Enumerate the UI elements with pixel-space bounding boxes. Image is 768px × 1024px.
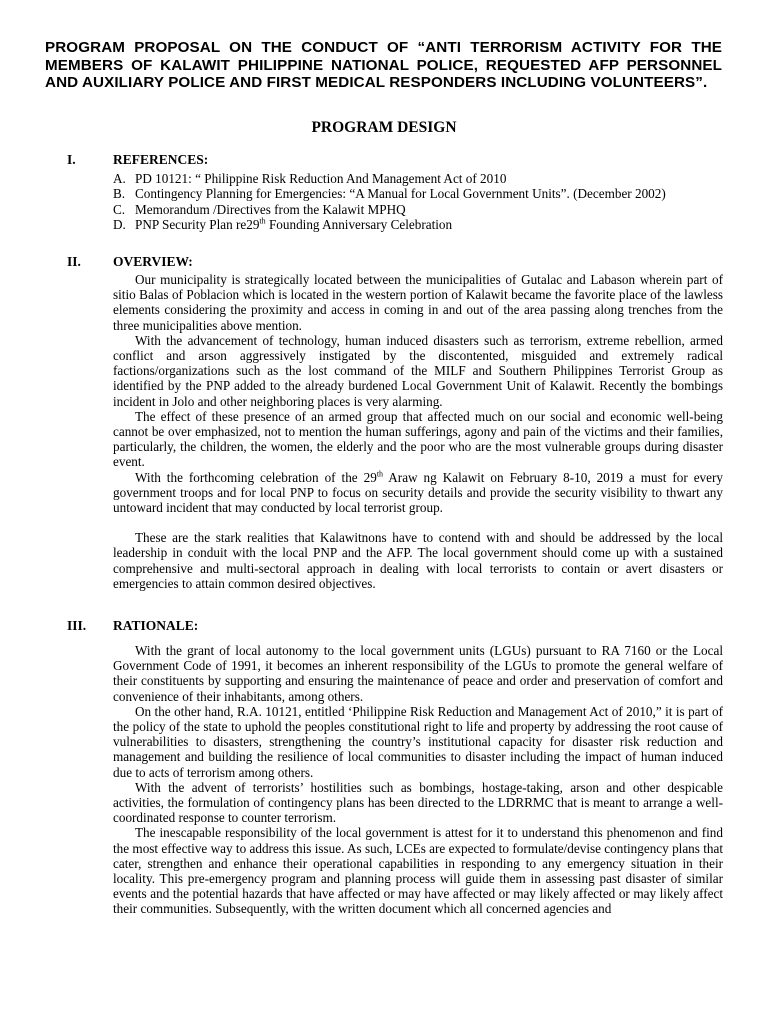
overview-paragraph: Our municipality is strategically located between the municipalities of Gutalac and Labason wherein part of sitio Balas of Poblacion which is located in the western portion of Kalawit became the favorite place of the lawless elements considering the proximity and access in coming in and out of the area passing along trenches from the three municipalities above mention. [113, 272, 723, 333]
document-subtitle: PROGRAM DESIGN [311, 119, 457, 136]
rationale-paragraph: With the advent of terrorists’ hostilities such as bombings, hostage-taking, arson and other despicable activities, the formulation of contingency plans has been directed to the LDRRMC that is meant to arrange a well-coordinated response to counter terrorism. [113, 779, 723, 826]
reference-text-part: PNP Security Plan re29 [135, 217, 260, 233]
reference-text [135, 217, 723, 232]
ordinal-superscript: th [259, 216, 266, 226]
section-number-references: I. [67, 152, 76, 167]
reference-letter: A. [113, 171, 126, 186]
reference-letter: B. [113, 186, 126, 202]
section-heading-overview: OVERVIEW: [113, 254, 193, 269]
rationale-body [113, 643, 723, 917]
section-number-rationale: III. [67, 618, 87, 633]
reference-item [113, 171, 723, 186]
reference-item [113, 186, 723, 201]
overview-paragraph: The effect of these presence of an armed group that affected much on our social and economic well-being cannot be over emphasized, not to mention the human sufferings, agony and pain of the victims and their families, particularly, the children, the women, the elderly and the poor who are the most vulnerable groups during disaster event. [113, 408, 723, 470]
rationale-paragraph: On the other hand, R.A. 10121, entitled ‘Philippine Risk Reduction and Management Act of 2010,” it is part of the policy of the state to uphold the peoples constitutional right to life and property by addressing the root cause of vulnerabilities to disasters, strengthening the country’s institutional capacity for disaster risk reduction and management and building the resilience of local communities to disaster including the impact of human induced due to acts of terrorism among others. [113, 703, 723, 780]
document-title: PROGRAM PROPOSAL ON THE CONDUCT OF “ANTI TERRORISM ACTIVITY FOR THE MEMBERS OF KALAWIT PHILIPPINE NATIONAL POLICE, REQUESTED AFP PERSONNEL AND AUXILIARY POLICE AND FIRST MEDICAL RESPONDERS INCLUDING VOLUNTEERS”. [45, 39, 722, 91]
reference-letter: D. [113, 217, 126, 233]
reference-item [113, 202, 723, 217]
reference-text: Memorandum /Directives from the Kalawit MPHQ [135, 201, 406, 217]
reference-text: PD 10121: “ Philippine Risk Reduction And Management Act of 2010 [135, 171, 507, 186]
reference-item [113, 217, 723, 232]
rationale-paragraph: The inescapable responsibility of the local government is attest for it to understand this phenomenon and find the most effective way to address this issue. As such, LCEs are expected to formulate/devise contingency plans that cater, strengthen and enhance their operational capabilities in responding to any emergency situation in their locality. This pre-emergency program and planning process will guide them in assessing past disaster of similar events and the potential hazards that have affected or may have affected or may likely affected or may likely affect their communities. Subsequently, with the written document which all concerned agencies and [113, 825, 723, 917]
section-number-overview: II. [67, 254, 81, 269]
ordinal-superscript: th [376, 469, 384, 479]
rationale-paragraph: With the grant of local autonomy to the local government units (LGUs) pursuant to RA 7160 or the Local Government Code of 1991, it becomes an inherent responsibility of the LGUs to promote the general welfare of their constituents by supporting and ensuring the maintenance of peace and order and preservation of comfort and convenience of their inhabitants, among others. [113, 643, 723, 704]
paragraph-text-part: Araw ng Kalawit on February 8-10, 2019 a must for every government troops and for local PNP to focus on security details and provide the security visibility to thwart any untoward incident that may conducted by local terrorist group. [113, 469, 723, 516]
reference-letter: C. [113, 201, 126, 217]
reference-text: Contingency Planning for Emergencies: “A Manual for Local Government Units”. (December 2002) [135, 186, 666, 202]
overview-paragraph: With the advancement of technology, human induced disasters such as terrorism, extreme rebellion, armed conflict and arson aggressively instigated by the discontented, misguided and extremely radical factions/organizations such as the lost command of the MILF and Southern Philippines Terrorist Group as identified by the PNP added to the already burdened Local Government Unit of Kalawit. Recently the bombings incident in Jolo and other neighboring places is very alarming. [113, 332, 723, 409]
paragraph-text-part: With the forthcoming celebration of the 29 [135, 469, 377, 485]
overview-paragraph: These are the stark realities that Kalawitnons have to contend with and should be addressed by the local leadership in conduit with the local PNP and the AFP. The local government should come up with a sustained comprehensive and multi-sectoral approach in dealing with local terrorists to contain or avert disasters or emergencies to attain common desired objectives. [113, 530, 723, 591]
references-list [113, 171, 723, 233]
overview-paragraph [113, 470, 723, 516]
section-heading-references: REFERENCES: [113, 152, 209, 167]
section-heading-rationale: RATIONALE: [113, 618, 199, 633]
reference-text-part: Founding Anniversary Celebration [265, 217, 453, 233]
overview-body [113, 272, 723, 591]
